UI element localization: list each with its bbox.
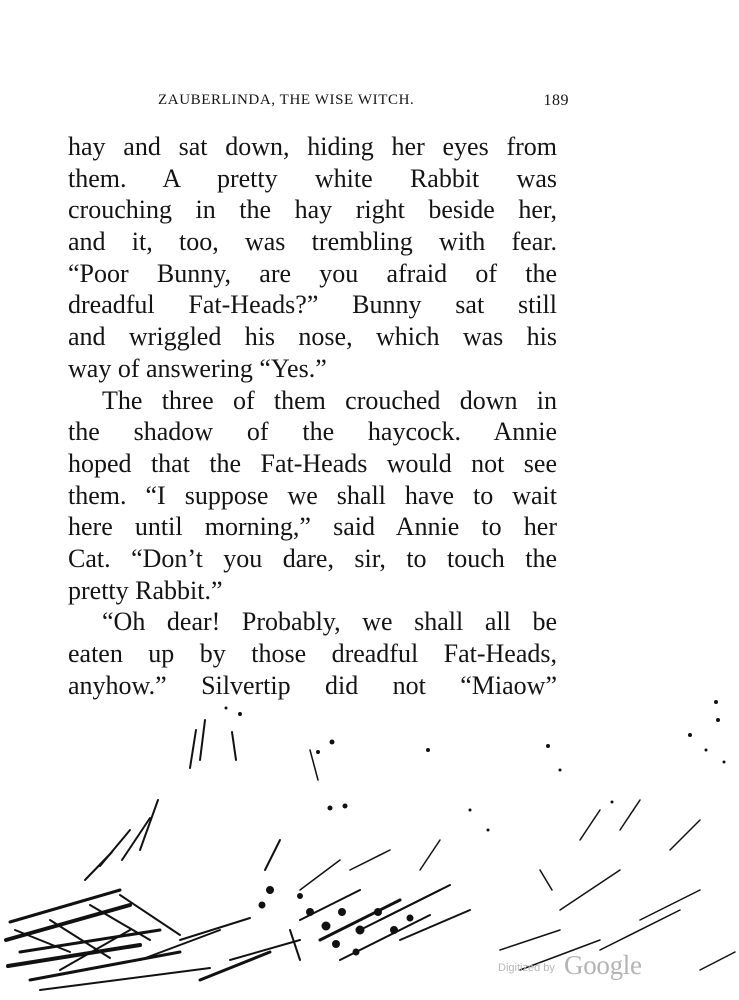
text-line: pretty Rabbit.” <box>68 575 223 605</box>
digitized-by-label: Digitized by <box>498 962 555 974</box>
text-line: Cat. “Don’t you dare, sir, to touch the <box>68 543 557 573</box>
running-title: ZAUBERLINDA, THE WISE WITCH. <box>158 92 415 108</box>
text-line: here until morning,” said Annie to her <box>68 512 557 542</box>
text-line: them. A pretty white Rabbit was <box>68 163 557 193</box>
google-logo: Google <box>564 950 642 980</box>
text-line: way of answering “Yes.” <box>68 353 327 383</box>
text-line: eaten up by those dreadful Fat-Heads, <box>68 639 557 668</box>
text-line: and wriggled his nose, which was his <box>68 322 557 352</box>
text-line: dreadful Fat-Heads?” Bunny sat still <box>68 290 557 320</box>
digitized-by-google-watermark <box>498 950 658 984</box>
text-line: anyhow.” Silvertip did not “Miaow” <box>68 670 557 700</box>
body-text <box>68 131 557 701</box>
text-line: hay and sat down, hiding her eyes from <box>68 132 557 161</box>
text-line: “Poor Bunny, are you afraid of the <box>68 258 557 288</box>
page-number: 189 <box>543 92 569 109</box>
text-line: crouching in the hay right beside her, <box>68 195 557 225</box>
text-line: hoped that the Fat-Heads would not see <box>68 448 557 478</box>
running-head <box>158 92 569 114</box>
text-line: The three of them crouched down in <box>102 385 557 415</box>
text-line: and it, too, was trembling with fear. <box>68 227 557 257</box>
text-line: the shadow of the haycock. Annie <box>68 417 557 447</box>
text-line: “Oh dear! Probably, we shall all be <box>102 607 557 637</box>
text-line: them. “I suppose we shall have to wait <box>68 480 557 510</box>
